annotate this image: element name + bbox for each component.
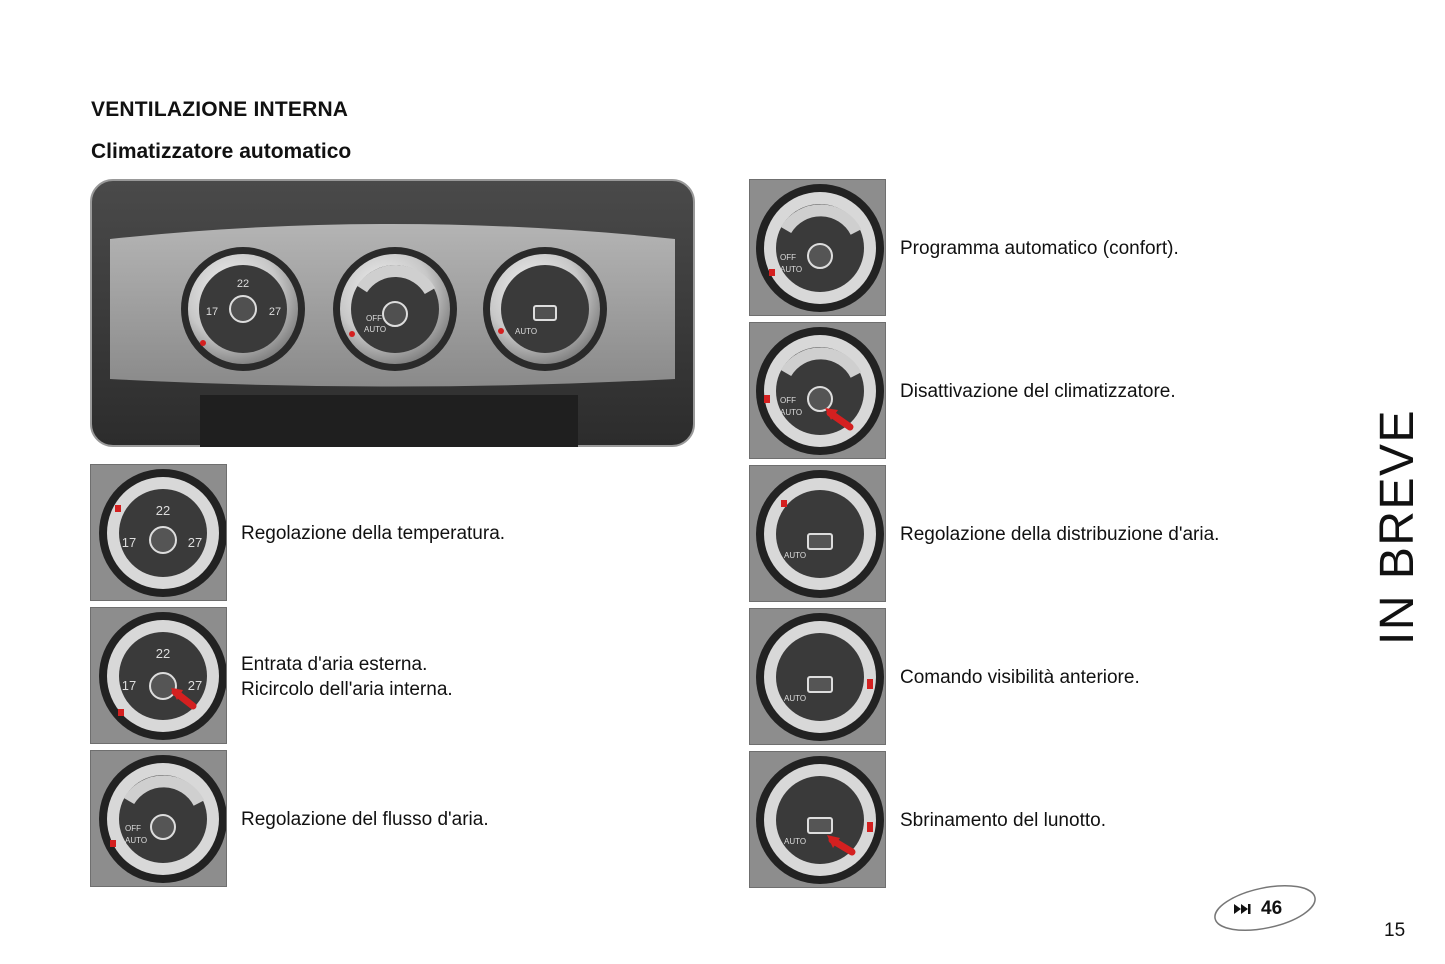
dashboard-image bbox=[90, 179, 695, 447]
dash-auto-label: AUTO bbox=[364, 325, 387, 334]
caption-line: Ricircolo dell'aria interna. bbox=[241, 679, 453, 700]
caption-temperature bbox=[241, 521, 505, 546]
caption-line: Regolazione del flusso d'aria. bbox=[241, 809, 489, 830]
dash-temp-mid: 22 bbox=[236, 278, 250, 290]
dash-temp-low: 17 bbox=[205, 306, 219, 318]
ac-off-knob-thumb bbox=[749, 322, 886, 459]
dash-temp-high: 27 bbox=[268, 306, 282, 318]
caption-recirculation bbox=[241, 652, 453, 702]
caption-line: Sbrinamento del lunotto. bbox=[900, 810, 1106, 831]
section-subtitle: Climatizzatore automatico bbox=[91, 140, 352, 163]
page-number: 15 bbox=[1384, 920, 1406, 941]
thumb2-temp-high: 27 bbox=[187, 678, 203, 693]
temperature-knob bbox=[181, 247, 305, 371]
fan-knob-thumb bbox=[90, 750, 227, 887]
thumb7-auto: AUTO bbox=[784, 694, 807, 703]
thumb5-off: OFF bbox=[780, 396, 796, 405]
side-tab: IN BREVE bbox=[1371, 408, 1424, 645]
caption-line: Disattivazione del climatizzatore. bbox=[900, 381, 1176, 402]
dash-auto-label-2: AUTO bbox=[515, 327, 538, 336]
thumb2-temp-mid: 22 bbox=[155, 646, 171, 661]
auto-program-knob-thumb bbox=[749, 179, 886, 316]
temperature-knob-thumb bbox=[90, 464, 227, 601]
distribution-knob bbox=[483, 247, 607, 371]
caption-line: Programma automatico (confort). bbox=[900, 238, 1179, 259]
thumb2-temp-low: 17 bbox=[121, 678, 137, 693]
caption-line: Entrata d'aria esterna. bbox=[241, 654, 428, 675]
windscreen-knob-thumb bbox=[749, 608, 886, 745]
thumb1-temp-mid: 22 bbox=[155, 503, 171, 518]
caption-line: Regolazione della temperatura. bbox=[241, 523, 506, 544]
fan-knob bbox=[333, 247, 457, 371]
thumb3-auto: AUTO bbox=[125, 836, 148, 845]
caption-auto-program bbox=[900, 236, 1179, 261]
thumb5-auto: AUTO bbox=[780, 408, 803, 417]
thumb1-temp-high: 27 bbox=[187, 535, 203, 550]
thumb8-auto: AUTO bbox=[784, 837, 807, 846]
caption-line: Comando visibilità anteriore. bbox=[900, 667, 1140, 688]
caption-distribution bbox=[900, 522, 1219, 547]
thumb3-off: OFF bbox=[125, 824, 141, 833]
caption-line: Regolazione della distribuzione d'aria. bbox=[900, 524, 1220, 545]
recirculation-knob-thumb bbox=[90, 607, 227, 744]
thumb6-auto: AUTO bbox=[784, 551, 807, 560]
caption-windscreen bbox=[900, 665, 1140, 690]
thumb1-temp-low: 17 bbox=[121, 535, 137, 550]
rear-defrost-knob-thumb bbox=[749, 751, 886, 888]
caption-ac-off bbox=[900, 379, 1176, 404]
distribution-knob-thumb bbox=[749, 465, 886, 602]
caption-rear-defrost bbox=[900, 808, 1106, 833]
thumb4-auto: AUTO bbox=[780, 265, 803, 274]
dash-off-label: OFF bbox=[366, 314, 382, 323]
thumb4-off: OFF bbox=[780, 253, 796, 262]
reference-page-number: 46 bbox=[1261, 898, 1283, 919]
caption-fan bbox=[241, 807, 489, 832]
section-title: VENTILAZIONE INTERNA bbox=[91, 98, 349, 121]
